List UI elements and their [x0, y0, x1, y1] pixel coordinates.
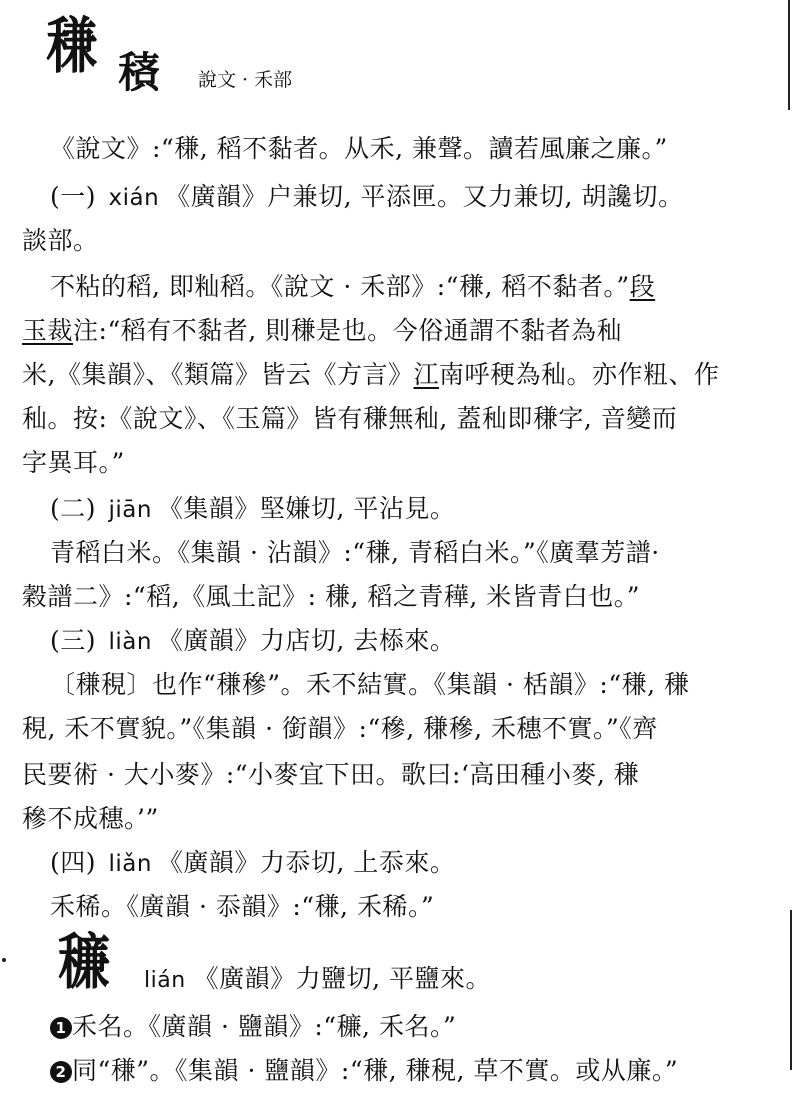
pinyin: jiān — [108, 497, 152, 523]
underlined-place: 江 — [413, 360, 439, 389]
underlined-name: 玉裁 — [22, 316, 74, 345]
definition-number-badge: 2 — [50, 1061, 72, 1083]
definition-text: 同“稴”。《集韻 · 鹽韻》:“稴, 稴䅐, 草不實。或从廉。” — [72, 1056, 679, 1085]
text-line: 民要術 · 大小麥》:“小麥宜下田。歌曰:‘高田種小麥, 稴 — [22, 760, 640, 789]
pinyin: xián — [108, 185, 160, 211]
headword-2: 䆂 — [58, 928, 110, 998]
reading-line — [50, 492, 455, 527]
text-line — [22, 358, 719, 392]
headword-1: 稴 — [46, 12, 98, 82]
definition-text: 禾名。《廣韻 · 鹽韻》:“䆂, 禾名。” — [72, 1012, 457, 1041]
text-line — [22, 314, 622, 348]
definition-number-badge: 1 — [50, 1017, 72, 1039]
text-span: 米,《集韻》、《類篇》皆云《方言》 — [22, 360, 414, 389]
reading-number: (一) — [50, 182, 105, 211]
scan-speck — [2, 958, 6, 962]
reading-number: (四) — [50, 848, 105, 877]
pinyin: liǎn — [108, 851, 152, 877]
text-line: 談部。 — [22, 226, 99, 255]
reading-line — [140, 962, 491, 998]
text-line: 〔稴䅐〕也作“稴穇”。禾不結實。《集韻 · 栝韻》:“稴, 稴 — [50, 670, 690, 699]
reading-number: (三) — [50, 626, 105, 655]
definition-line — [50, 1010, 456, 1044]
text-line: 穇不成穗。’” — [22, 804, 159, 833]
text-line — [50, 270, 655, 304]
reading-source: 《廣韻》力店切, 去㮇來。 — [157, 626, 456, 655]
text-line: 《說文》:“稴, 稻不黏者。从禾, 兼聲。讀若風廉之廉。” — [50, 134, 668, 163]
page-edge-line — [788, 0, 790, 110]
pinyin: lián — [144, 968, 186, 993]
text-span: 注:“稻有不黏者, 則稴是也。今俗通謂不黏者為秈 — [73, 316, 623, 345]
reading-source: 《集韻》堅嫌切, 平沾見。 — [157, 494, 456, 523]
text-line: 䅐, 禾不實貌。”《集韻 · 銜韻》:“穇, 稴穇, 禾穗不實。”《齊 — [22, 714, 658, 743]
seal-script-glyph: 䅩 — [118, 48, 161, 97]
text-line: 秈。按:《說文》、《玉篇》皆有稴無秈, 蓋秈即稴字, 音變而 — [22, 404, 678, 433]
reading-source: 《廣韻》力鹽切, 平鹽來。 — [193, 964, 492, 993]
reading-number: (二) — [50, 494, 105, 523]
definition-line — [50, 1054, 678, 1088]
reading-source: 《廣韻》力忝切, 上忝來。 — [157, 848, 456, 877]
reading-line — [50, 624, 455, 659]
reading-source: 《廣韻》户兼切, 平添匣。又力兼切, 胡讒切。 — [165, 182, 684, 211]
reading-line — [50, 180, 683, 215]
text-line: 字異耳。” — [22, 448, 125, 477]
text-span: 不粘的稻, 即籼稻。《說文 · 禾部》:“稴, 稻不黏者。” — [50, 272, 630, 301]
text-span: 南呼稉為秈。亦作粈、作 — [438, 360, 720, 389]
source-label: 說文 · 禾部 — [198, 69, 293, 91]
pinyin: liàn — [108, 629, 152, 655]
page-edge-line — [790, 910, 792, 1070]
text-line: 青稻白米。《集韻 · 沾韻》:“稴, 青稻白米。”《廣羣芳譜· — [50, 538, 660, 567]
underlined-name: 段 — [629, 272, 656, 301]
text-line: 禾稀。《廣韻 · 忝韻》:“稴, 禾稀。” — [50, 892, 435, 921]
text-line: 穀譜二》:“稻,《風土記》: 稴, 稻之青䅿, 米皆青白也。” — [22, 582, 641, 611]
reading-line — [50, 846, 455, 881]
